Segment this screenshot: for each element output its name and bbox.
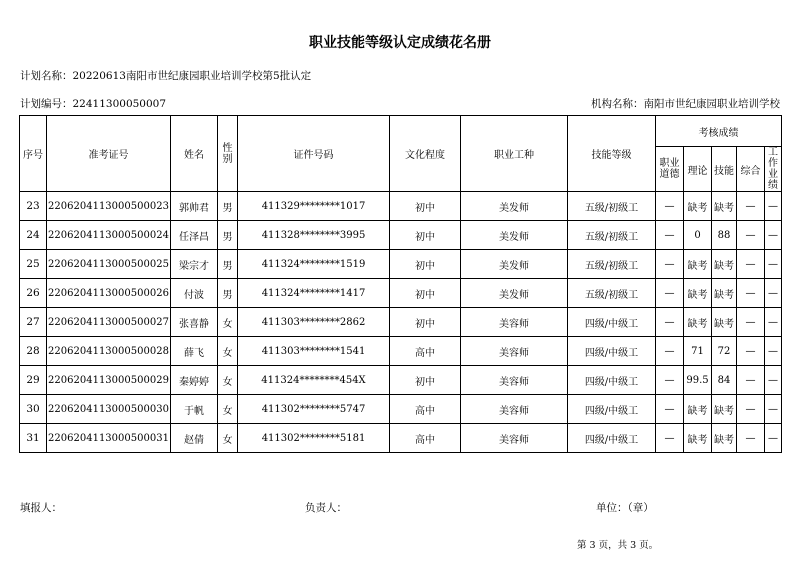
cell-theory: 99.5 xyxy=(684,366,712,395)
cell-level: 四级/中级工 xyxy=(568,337,656,366)
table-row xyxy=(20,395,782,424)
page-title: 职业技能等级认定成绩花名册 xyxy=(309,35,491,51)
header-education: 文化程度 xyxy=(390,116,461,192)
header-gender: 性别 xyxy=(218,116,238,192)
cell-id-no: 411324********1417 xyxy=(238,279,390,308)
cell-occupation: 美发师 xyxy=(461,221,568,250)
cell-ethics: — xyxy=(656,192,684,221)
cell-education: 初中 xyxy=(390,366,461,395)
cell-skill: 缺考 xyxy=(712,424,737,453)
cell-level: 四级/中级工 xyxy=(568,424,656,453)
cell-name: 郭帅君 xyxy=(171,192,218,221)
cell-work: — xyxy=(765,250,782,279)
header-theory: 理论 xyxy=(684,147,712,192)
cell-exam-no: 2206204113000500030 xyxy=(47,395,171,424)
cell-occupation: 美容师 xyxy=(461,337,568,366)
filler-label: 填报人： xyxy=(20,502,62,514)
cell-ethics: — xyxy=(656,424,684,453)
cell-occupation: 美发师 xyxy=(461,250,568,279)
header-level: 技能等级 xyxy=(568,116,656,192)
cell-gender: 男 xyxy=(218,192,238,221)
cell-education: 初中 xyxy=(390,221,461,250)
cell-theory: 缺考 xyxy=(684,279,712,308)
organization-name: 机构名称：南阳市世纪康园职业培训学校 xyxy=(591,98,780,110)
cell-gender: 女 xyxy=(218,308,238,337)
cell-skill: 缺考 xyxy=(712,395,737,424)
table-row xyxy=(20,366,782,395)
table-row xyxy=(20,337,782,366)
cell-overall: — xyxy=(737,337,765,366)
cell-education: 初中 xyxy=(390,308,461,337)
cell-id-no: 411324********454X xyxy=(238,366,390,395)
cell-skill: 缺考 xyxy=(712,250,737,279)
cell-exam-no: 2206204113000500025 xyxy=(47,250,171,279)
responsible-label: 负责人： xyxy=(305,502,347,514)
cell-gender: 女 xyxy=(218,395,238,424)
cell-work: — xyxy=(765,279,782,308)
cell-seq: 23 xyxy=(20,192,47,221)
header-work: 工作业绩 xyxy=(765,147,782,192)
cell-exam-no: 2206204113000500031 xyxy=(47,424,171,453)
header-name: 姓名 xyxy=(171,116,218,192)
cell-overall: — xyxy=(737,221,765,250)
cell-id-no: 411302********5181 xyxy=(238,424,390,453)
cell-overall: — xyxy=(737,279,765,308)
header-exam-no: 准考证号 xyxy=(47,116,171,192)
cell-occupation: 美容师 xyxy=(461,308,568,337)
cell-ethics: — xyxy=(656,395,684,424)
header-ethics: 职业道德 xyxy=(656,147,684,192)
cell-level: 四级/中级工 xyxy=(568,308,656,337)
cell-level: 五级/初级工 xyxy=(568,192,656,221)
cell-name: 梁宗才 xyxy=(171,250,218,279)
cell-seq: 27 xyxy=(20,308,47,337)
cell-ethics: — xyxy=(656,250,684,279)
table-row xyxy=(20,250,782,279)
cell-skill: 88 xyxy=(712,221,737,250)
cell-seq: 28 xyxy=(20,337,47,366)
page-number: 第 3 页，共 3 页。 xyxy=(577,540,659,551)
cell-theory: 缺考 xyxy=(684,250,712,279)
table-row xyxy=(20,308,782,337)
cell-skill: 72 xyxy=(712,337,737,366)
header-occupation: 职业工种 xyxy=(461,116,568,192)
cell-seq: 24 xyxy=(20,221,47,250)
cell-name: 薛飞 xyxy=(171,337,218,366)
score-roster-table xyxy=(19,115,782,453)
table-row xyxy=(20,192,782,221)
cell-exam-no: 2206204113000500026 xyxy=(47,279,171,308)
cell-overall: — xyxy=(737,424,765,453)
cell-work: — xyxy=(765,337,782,366)
header-seq: 序号 xyxy=(20,116,47,192)
cell-occupation: 美发师 xyxy=(461,192,568,221)
cell-education: 高中 xyxy=(390,424,461,453)
cell-exam-no: 2206204113000500028 xyxy=(47,337,171,366)
cell-ethics: — xyxy=(656,279,684,308)
cell-name: 付波 xyxy=(171,279,218,308)
cell-overall: — xyxy=(737,250,765,279)
header-skill: 技能 xyxy=(712,147,737,192)
cell-name: 秦婷婷 xyxy=(171,366,218,395)
cell-gender: 女 xyxy=(218,337,238,366)
cell-skill: 缺考 xyxy=(712,308,737,337)
cell-overall: — xyxy=(737,366,765,395)
cell-theory: 缺考 xyxy=(684,308,712,337)
cell-work: — xyxy=(765,395,782,424)
cell-exam-no: 2206204113000500029 xyxy=(47,366,171,395)
cell-gender: 女 xyxy=(218,424,238,453)
cell-seq: 26 xyxy=(20,279,47,308)
cell-theory: 71 xyxy=(684,337,712,366)
cell-education: 初中 xyxy=(390,250,461,279)
cell-theory: 缺考 xyxy=(684,424,712,453)
cell-work: — xyxy=(765,424,782,453)
cell-work: — xyxy=(765,221,782,250)
plan-name: 计划名称：20220613南阳市世纪康园职业培训学校第5批认定 xyxy=(20,70,312,82)
cell-seq: 29 xyxy=(20,366,47,395)
cell-overall: — xyxy=(737,308,765,337)
header-scores: 考核成绩 xyxy=(656,116,782,147)
cell-gender: 男 xyxy=(218,279,238,308)
cell-id-no: 411303********2862 xyxy=(238,308,390,337)
cell-work: — xyxy=(765,308,782,337)
cell-gender: 女 xyxy=(218,366,238,395)
cell-skill: 缺考 xyxy=(712,192,737,221)
cell-overall: — xyxy=(737,395,765,424)
cell-occupation: 美容师 xyxy=(461,395,568,424)
unit-label: 单位：（章） xyxy=(596,502,654,514)
cell-name: 张喜静 xyxy=(171,308,218,337)
cell-gender: 男 xyxy=(218,250,238,279)
cell-skill: 缺考 xyxy=(712,279,737,308)
cell-theory: 0 xyxy=(684,221,712,250)
cell-occupation: 美容师 xyxy=(461,366,568,395)
cell-level: 四级/中级工 xyxy=(568,366,656,395)
cell-theory: 缺考 xyxy=(684,395,712,424)
cell-education: 高中 xyxy=(390,395,461,424)
cell-theory: 缺考 xyxy=(684,192,712,221)
cell-level: 五级/初级工 xyxy=(568,279,656,308)
cell-ethics: — xyxy=(656,337,684,366)
cell-ethics: — xyxy=(656,308,684,337)
table-row xyxy=(20,221,782,250)
cell-id-no: 411302********5747 xyxy=(238,395,390,424)
cell-name: 赵倩 xyxy=(171,424,218,453)
cell-seq: 31 xyxy=(20,424,47,453)
table-row xyxy=(20,279,782,308)
cell-work: — xyxy=(765,366,782,395)
cell-name: 于帆 xyxy=(171,395,218,424)
cell-occupation: 美发师 xyxy=(461,279,568,308)
cell-gender: 男 xyxy=(218,221,238,250)
plan-number: 计划编号：22411300050007 xyxy=(20,98,167,110)
cell-overall: — xyxy=(737,192,765,221)
cell-work: — xyxy=(765,192,782,221)
cell-exam-no: 2206204113000500024 xyxy=(47,221,171,250)
cell-level: 四级/中级工 xyxy=(568,395,656,424)
header-id-no: 证件号码 xyxy=(238,116,390,192)
cell-ethics: — xyxy=(656,221,684,250)
cell-seq: 30 xyxy=(20,395,47,424)
cell-exam-no: 2206204113000500027 xyxy=(47,308,171,337)
cell-education: 初中 xyxy=(390,192,461,221)
cell-education: 初中 xyxy=(390,279,461,308)
cell-name: 任泽昌 xyxy=(171,221,218,250)
cell-education: 高中 xyxy=(390,337,461,366)
cell-ethics: — xyxy=(656,366,684,395)
cell-id-no: 411324********1519 xyxy=(238,250,390,279)
cell-occupation: 美容师 xyxy=(461,424,568,453)
cell-id-no: 411329********1017 xyxy=(238,192,390,221)
cell-exam-no: 2206204113000500023 xyxy=(47,192,171,221)
header-overall: 综合 xyxy=(737,147,765,192)
cell-level: 五级/初级工 xyxy=(568,250,656,279)
cell-skill: 84 xyxy=(712,366,737,395)
cell-level: 五级/初级工 xyxy=(568,221,656,250)
cell-id-no: 411303********1541 xyxy=(238,337,390,366)
table-row xyxy=(20,424,782,453)
cell-id-no: 411328********3995 xyxy=(238,221,390,250)
cell-seq: 25 xyxy=(20,250,47,279)
